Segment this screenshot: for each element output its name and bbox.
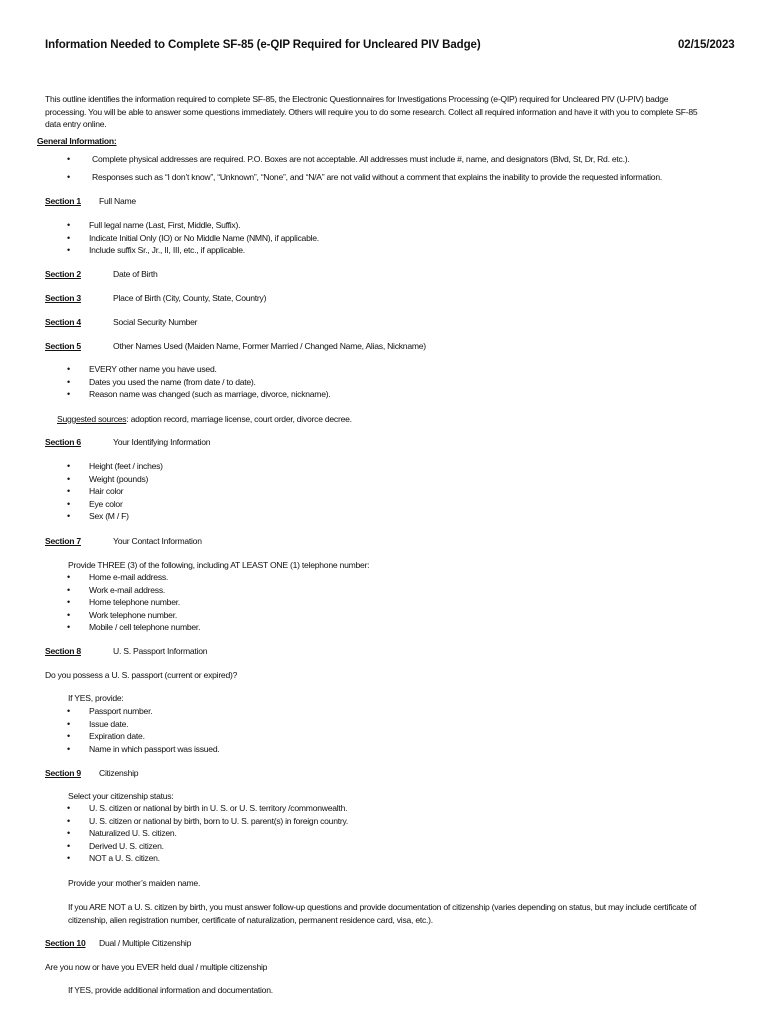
- section-10-followup: If YES, provide additional information and documentation.: [68, 985, 273, 995]
- section-1-label: Section 1: [45, 196, 81, 206]
- list-item: • NOT a U. S. citizen.: [67, 852, 348, 865]
- section-10-label: Section 10: [45, 938, 86, 948]
- section-1-list: [67, 219, 319, 257]
- list-item: • Work telephone number.: [67, 609, 200, 622]
- list-item: • U. S. citizen or national by birth, born to U. S. parent(s) in foreign country.: [67, 815, 348, 828]
- list-item: • Passport number.: [67, 705, 220, 718]
- section-9-note: If you ARE NOT a U. S. citizen by birth, you must answer follow-up questions and provide documentation of citizenship (varies depending on status, but may include certificate of citizenship, alien registration number, certificate of naturalization, permanent residence card, visa, etc.).: [68, 902, 697, 925]
- list-item: • Sex (M / F): [67, 510, 163, 523]
- list-item: • Derived U. S. citizen.: [67, 840, 348, 853]
- section-7-lead: Provide THREE (3) of the following, including AT LEAST ONE (1) telephone number:: [68, 560, 370, 570]
- suggested-sources-label: Suggested sources: [57, 414, 127, 424]
- list-item: • Name in which passport was issued.: [67, 743, 220, 756]
- document-title: Information Needed to Complete SF-85 (e-QIP Required for Uncleared PIV Badge): [45, 39, 481, 51]
- section-8-question: Do you possess a U. S. passport (current or expired)?: [45, 670, 238, 680]
- list-item: • Home telephone number.: [67, 596, 200, 609]
- suggested-sources: [57, 413, 352, 426]
- list-item: • Mobile / cell telephone number.: [67, 621, 200, 634]
- section-5-list: [67, 363, 330, 401]
- section-9-label: Section 9: [45, 768, 81, 778]
- list-item: • Dates you used the name (from date / to date).: [67, 376, 330, 389]
- section-6-title: Your Identifying Information: [113, 437, 211, 447]
- section-8-lead: If YES, provide:: [68, 693, 124, 703]
- section-7-label: Section 7: [45, 536, 81, 546]
- list-item: • Issue date.: [67, 718, 220, 731]
- list-item: • Naturalized U. S. citizen.: [67, 827, 348, 840]
- section-9-title: Citizenship: [99, 768, 139, 778]
- section-6-label: Section 6: [45, 437, 81, 447]
- section-4-title: Social Security Number: [113, 317, 198, 327]
- section-7-title: Your Contact Information: [113, 536, 202, 546]
- section-3-title: Place of Birth (City, County, State, Country): [113, 293, 267, 303]
- list-item: • Expiration date.: [67, 730, 220, 743]
- section-8-list: [67, 705, 220, 755]
- list-item: • Complete physical addresses are required. P.O. Boxes are not acceptable. All addresses must include #, name, and designators (Blvd, St, Dr, Rd. etc.).: [67, 150, 662, 168]
- section-8-label: Section 8: [45, 646, 81, 656]
- section-9-maiden: Provide your mother’s maiden name.: [68, 878, 201, 888]
- list-item: • Indicate Initial Only (IO) or No Middle Name (NMN), if applicable.: [67, 232, 319, 245]
- list-item: • Reason name was changed (such as marriage, divorce, nickname).: [67, 388, 330, 401]
- section-7-list: [67, 571, 200, 634]
- section-5-label: Section 5: [45, 341, 81, 351]
- section-8-title: U. S. Passport Information: [113, 646, 208, 656]
- list-item: • Full legal name (Last, First, Middle, Suffix).: [67, 219, 319, 232]
- list-item: • Hair color: [67, 485, 163, 498]
- section-9-lead: Select your citizenship status:: [68, 791, 174, 801]
- suggested-sources-text: : adoption record, marriage license, court order, divorce decree.: [126, 414, 352, 424]
- list-item: • Work e-mail address.: [67, 584, 200, 597]
- list-item: • Home e-mail address.: [67, 571, 200, 584]
- section-4-label: Section 4: [45, 317, 81, 327]
- section-10-title: Dual / Multiple Citizenship: [99, 938, 192, 948]
- intro-paragraph: This outline identifies the information required to complete SF-85, the Electronic Questionnaires for Investigations Processing (e-QIP) required for Uncleared PIV (U-PIV) badge processing. You will be able to answer some questions immediately. Others will require you to do some research. Collect all required information and have it with you to complete SF-85 data entry online.: [45, 94, 698, 130]
- section-6-list: [67, 460, 163, 523]
- section-1-title: Full Name: [99, 196, 136, 206]
- section-9-list: [67, 802, 348, 865]
- list-item: • Include suffix Sr., Jr., II, III, etc., if applicable.: [67, 244, 319, 257]
- list-item: • Weight (pounds): [67, 473, 163, 486]
- general-heading: General Information:: [37, 136, 117, 146]
- section-2-title: Date of Birth: [113, 269, 158, 279]
- list-item: • Eye color: [67, 498, 163, 511]
- section-5-title: Other Names Used (Maiden Name, Former Married / Changed Name, Alias, Nickname): [113, 341, 426, 351]
- list-item: • U. S. citizen or national by birth in U. S. or U. S. territory /commonwealth.: [67, 802, 348, 815]
- section-3-label: Section 3: [45, 293, 81, 303]
- document-date: 02/15/2023: [678, 39, 735, 51]
- list-item: • Responses such as “I don’t know”, “Unknown”, “None”, and “N/A” are not valid without a comment that explains the inability to provide the requested information.: [67, 168, 662, 186]
- general-list: [67, 150, 662, 186]
- list-item: • Height (feet / inches): [67, 460, 163, 473]
- section-10-question: Are you now or have you EVER held dual / multiple citizenship: [45, 962, 268, 972]
- section-2-label: Section 2: [45, 269, 81, 279]
- list-item: • EVERY other name you have used.: [67, 363, 330, 376]
